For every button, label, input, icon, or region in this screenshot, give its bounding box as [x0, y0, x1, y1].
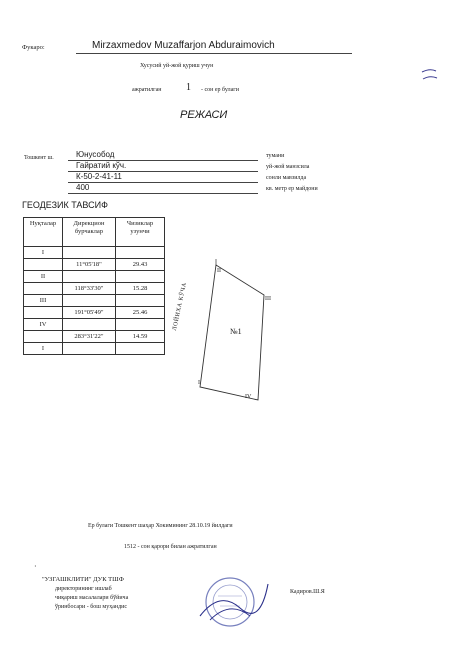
pen-mark	[420, 66, 440, 86]
table-cell-angle: 11°05'18"	[63, 259, 116, 271]
table-cell-length	[116, 343, 165, 355]
role-line-1: директорининг ишлаб	[55, 586, 112, 592]
official-stamp-seal	[190, 570, 270, 630]
col-points: Нуқталар	[24, 218, 63, 247]
owner-name: Mirzaxmedov Muzaffarjon Abduraimovich	[92, 40, 275, 51]
table-cell-angle	[63, 271, 116, 283]
table-cell-point: IV	[24, 319, 63, 331]
table-cell-point	[24, 331, 63, 343]
allocated-number: 1	[186, 82, 191, 93]
table-cell-angle	[63, 295, 116, 307]
table-row	[24, 247, 165, 259]
issued-line: Ер булаги Тошкент шаҳар Хокимининг 28.10.19 йилдаги	[88, 523, 233, 529]
role-line-3: ўринбосари - бош муҳандис	[55, 604, 128, 610]
table-row	[24, 259, 165, 271]
table-cell-point	[24, 307, 63, 319]
street-plan-label: ЛОЙИХА КЎЧА	[172, 281, 189, 332]
col-angles: Дирекцион бурчаклар	[63, 218, 116, 247]
vertex-ii: II	[217, 268, 221, 274]
lot-label: №1	[230, 327, 242, 336]
table-row	[24, 319, 165, 331]
allocated-prefix: ажратилган	[132, 87, 162, 93]
table-cell-angle	[63, 343, 116, 355]
signer-name: Кадиров.Ш.Я	[290, 589, 325, 595]
plot-label: сонли мавзилда	[266, 175, 307, 181]
table-cell-point: I	[24, 247, 63, 259]
table-row	[24, 295, 165, 307]
area-label: кв. метр ер майдони	[266, 186, 318, 192]
district-value: Юнусобод	[76, 150, 115, 159]
table-cell-point: I	[24, 343, 63, 355]
document-title: РЕЖАСИ	[180, 109, 228, 121]
vertex-i: I	[198, 380, 200, 386]
vertex-iii: III	[265, 296, 271, 302]
table-cell-angle	[63, 319, 116, 331]
district-label: тумани	[266, 153, 285, 159]
table-cell-length: 29.43	[116, 259, 165, 271]
vertex-iv: IV	[245, 394, 252, 400]
role-line-2: чиқариш масалалари бўйича	[55, 595, 129, 601]
city-label: Тошкент ш.	[24, 155, 54, 161]
table-row	[24, 271, 165, 283]
plot-value: К-50-2-41-11	[76, 172, 122, 181]
allocated-suffix: - сон ер булаги	[201, 87, 239, 93]
area-value: 400	[76, 183, 90, 192]
street-label: уй-жой манзсила	[266, 164, 310, 170]
table-cell-angle: 118°33'30"	[63, 283, 116, 295]
table-cell-point: III	[24, 295, 63, 307]
table-row	[24, 331, 165, 343]
purpose-text: Хусусий уй-жой қуриш учун	[140, 63, 214, 69]
table-cell-length	[116, 295, 165, 307]
street-value: Гайратий кўч.	[76, 161, 127, 170]
table-cell-point	[24, 259, 63, 271]
table-cell-angle: 191°05'49"	[63, 307, 116, 319]
table-cell-length: 14.59	[116, 331, 165, 343]
geodesic-title: ГЕОДЕЗИК ТАВСИФ	[22, 200, 108, 210]
table-cell-length: 25.46	[116, 307, 165, 319]
table-cell-angle: 283°31'22"	[63, 331, 116, 343]
dot-mark: ·	[34, 562, 37, 571]
table-row	[24, 283, 165, 295]
table-cell-length	[116, 247, 165, 259]
table-cell-length	[116, 319, 165, 331]
table-cell-point	[24, 283, 63, 295]
table-row	[24, 343, 165, 355]
table-cell-point: II	[24, 271, 63, 283]
org-name: "УЗГАШКЛИТИ" ДУК ТШФ	[42, 576, 124, 583]
table-row	[24, 307, 165, 319]
geodesic-table	[23, 217, 165, 355]
col-lengths: Чизиклар узунчи	[116, 218, 165, 247]
table-cell-angle	[63, 247, 116, 259]
table-cell-length	[116, 271, 165, 283]
table-cell-length: 15.28	[116, 283, 165, 295]
owner-label: Фукаро:	[22, 44, 45, 51]
decree-line: 1512 - сон қарори билан ажратилган	[124, 544, 217, 550]
